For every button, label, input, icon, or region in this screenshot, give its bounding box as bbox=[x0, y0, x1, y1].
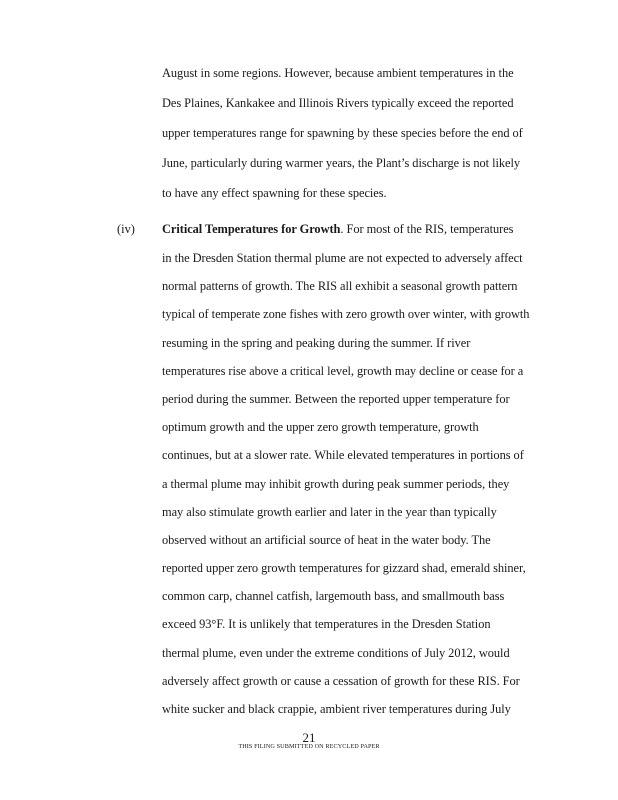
section-line-13: common carp, channel catfish, largemouth bass, and smallmouth bass bbox=[162, 589, 505, 603]
section-first-line bbox=[162, 222, 513, 237]
section-line-16: adversely affect growth or cause a cessation of growth for these RIS. For bbox=[162, 674, 520, 688]
recycled-paper-note: THIS FILING SUBMITTED ON RECYCLED PAPER bbox=[238, 743, 380, 750]
section-line-4: resuming in the spring and peaking during the summer. If river bbox=[162, 336, 471, 350]
section-line-17: white sucker and black crappie, ambient river temperatures during July bbox=[162, 702, 511, 716]
paragraph1-line-5: to have any effect spawning for these species. bbox=[162, 186, 387, 200]
section-line-15: thermal plume, even under the extreme conditions of July 2012, would bbox=[162, 646, 510, 660]
section-line-5: temperatures rise above a critical level, growth may decline or cease for a bbox=[162, 364, 524, 378]
section-line-2: normal patterns of growth. The RIS all exhibit a seasonal growth pattern bbox=[162, 279, 518, 293]
section-line-10: may also stimulate growth earlier and later in the year than typically bbox=[162, 505, 497, 519]
paragraph1-line-3: upper temperatures range for spawning by these species before the end of bbox=[162, 126, 523, 140]
section-line-9: a thermal plume may inhibit growth during peak summer periods, they bbox=[162, 477, 510, 491]
section-line-8: continues, but at a slower rate. While elevated temperatures in portions of bbox=[162, 448, 524, 462]
section-line-11: observed without an artificial source of heat in the water body. The bbox=[162, 533, 491, 547]
page-number: 21 bbox=[302, 730, 316, 745]
section-first-line-rest: . For most of the RIS, temperatures bbox=[340, 222, 514, 236]
section-line-3: typical of temperate zone fishes with zero growth over winter, with growth bbox=[162, 307, 530, 321]
section-heading: Critical Temperatures for Growth bbox=[162, 222, 341, 236]
section-line-14: exceed 93°F. It is unlikely that temperatures in the Dresden Station bbox=[162, 617, 491, 631]
section-line-6: period during the summer. Between the reported upper temperature for bbox=[162, 392, 510, 406]
paragraph1-line-1: August in some regions. However, because ambient temperatures in the bbox=[162, 66, 514, 80]
section-line-12: reported upper zero growth temperatures for gizzard shad, emerald shiner, bbox=[162, 561, 526, 575]
paragraph1-line-2: Des Plaines, Kankakee and Illinois Rivers typically exceed the reported bbox=[162, 96, 514, 110]
section-line-1: in the Dresden Station thermal plume are not expected to adversely affect bbox=[162, 251, 523, 265]
section-marker: (iv) bbox=[117, 222, 135, 236]
section-line-7: optimum growth and the upper zero growth temperature, growth bbox=[162, 420, 479, 434]
paragraph1-line-4: June, particularly during warmer years, the Plant’s discharge is not likely bbox=[162, 156, 521, 170]
